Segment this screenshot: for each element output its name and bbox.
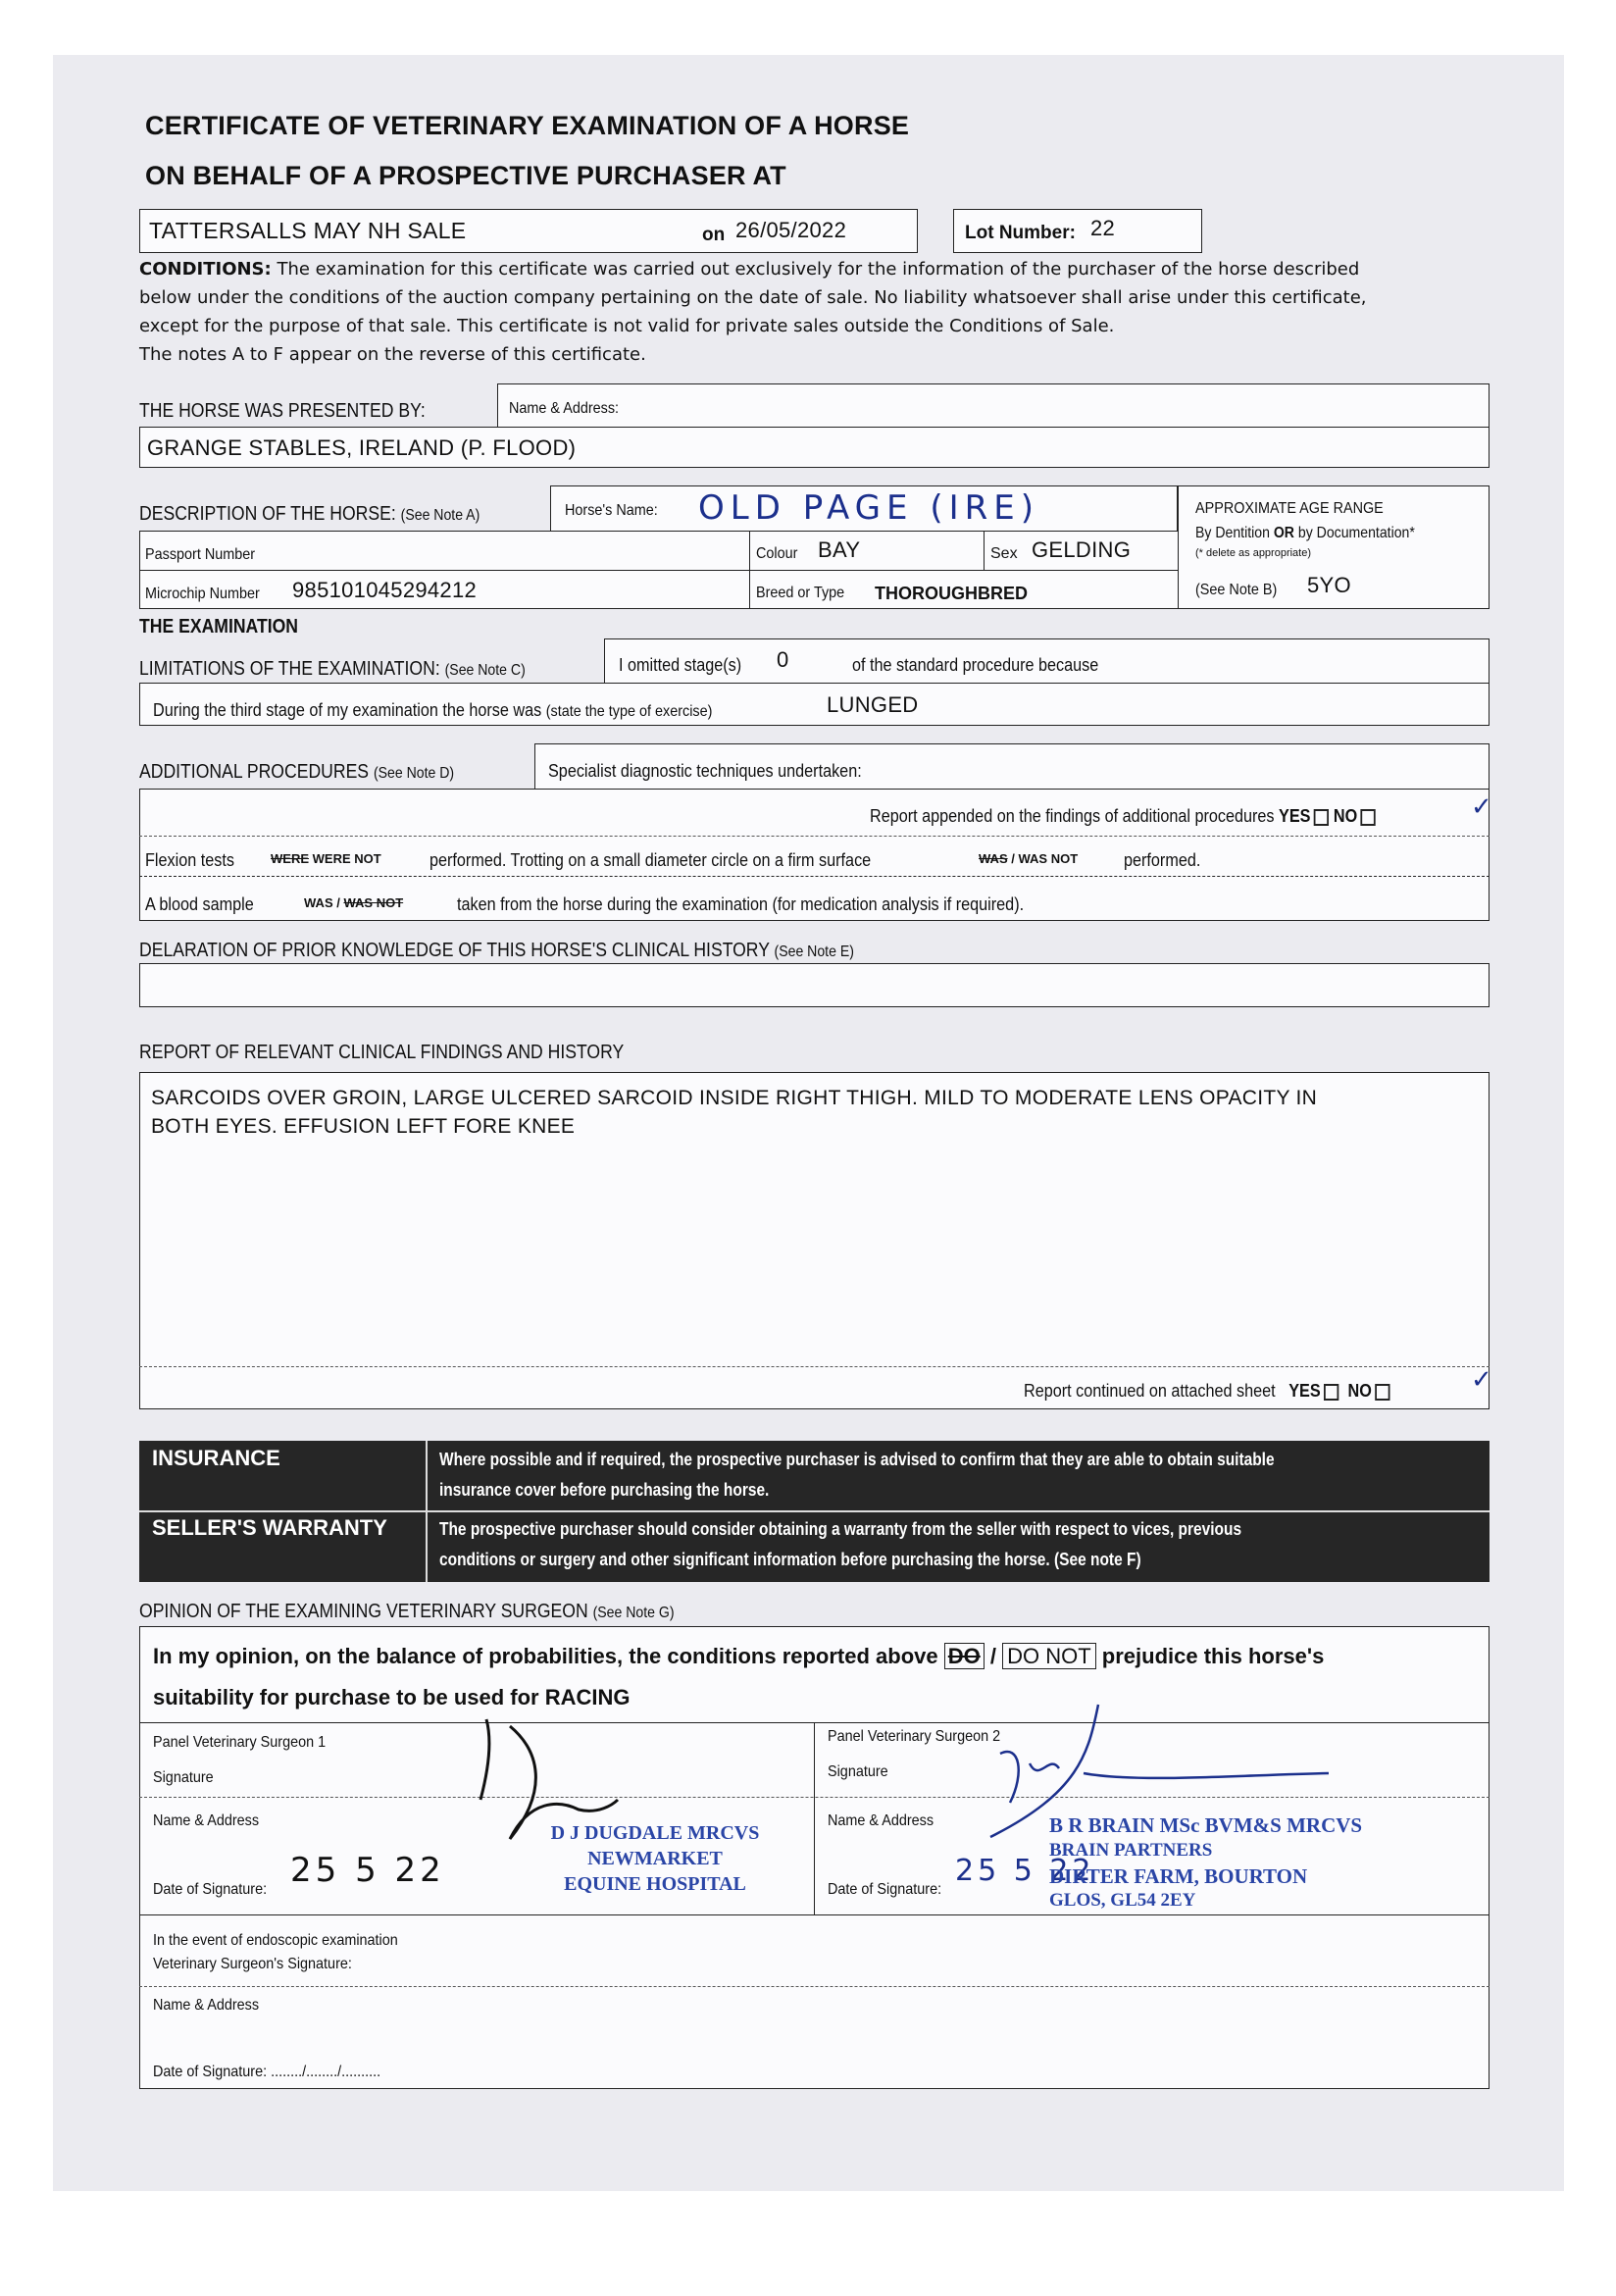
description-note: (See Note A): [400, 507, 480, 524]
surgeon-col-divider: [814, 1722, 815, 1914]
report-line-1: SARCOIDS OVER GROIN, LARGE ULCERED SARCOID INSIDE RIGHT THIGH. MILD TO MODERATE LENS OPACITY IN: [151, 1087, 1318, 1109]
report-appended-no-tick-icon: ✓: [1471, 792, 1492, 822]
horse-name-handwritten: OLD PAGE (IRE): [698, 488, 1039, 528]
third-stage-label-text: During the third stage of my examination the horse was: [153, 700, 542, 720]
colour-label: Colour: [756, 545, 798, 562]
opinion-line-2: suitability for purchase to be used for RACING: [153, 1685, 631, 1709]
surgeon2-stamp-line-4: GLOS, GL54 2EY: [1049, 1890, 1196, 1911]
age-method: [1195, 525, 1415, 542]
sale-on-label: on: [702, 225, 726, 245]
report-appended-no-checkbox[interactable]: [1361, 809, 1376, 826]
opinion-label: [139, 1601, 675, 1623]
warranty-line-2: conditions or surgery and other significant information before purchasing the horse. (See note F): [439, 1550, 1141, 1569]
opinion-text-suffix: prejudice this horse's: [1101, 1644, 1325, 1668]
surgeon2-stamp-line-2: BRAIN PARTNERS: [1049, 1840, 1213, 1861]
warranty-line-1: The prospective purchaser should consider obtaining a warranty from the seller with respect to vices, previous: [439, 1519, 1242, 1539]
report-continued-no-tick-icon: ✓: [1471, 1365, 1492, 1395]
microchip-value: 985101045294212: [292, 578, 478, 602]
surgeon1-name-label: Name & Address: [153, 1812, 260, 1829]
report-appended-yes: YES: [1279, 806, 1311, 826]
opinion-do-not-selected: DO NOT: [1002, 1643, 1096, 1669]
band-row-divider: [139, 1510, 1490, 1512]
endoscopic-name-label: Name & Address: [153, 1997, 260, 2014]
report-continued-text: Report continued on attached sheet: [1024, 1381, 1276, 1401]
surgeon2-stamp-line-3: DIRTER FARM, BOURTON: [1049, 1864, 1308, 1888]
report-continued-no-checkbox[interactable]: [1375, 1384, 1389, 1401]
trot-was-not: WAS NOT: [1018, 851, 1079, 866]
report-line-2: BOTH EYES. EFFUSION LEFT FORE KNEE: [151, 1115, 576, 1138]
surgeon2-title: Panel Veterinary Surgeon 2: [828, 1728, 1001, 1745]
blood-was-not-struck: WAS NOT: [343, 895, 404, 910]
lot-label: Lot Number:: [965, 223, 1076, 243]
surgeon1-stamp-line-1: D J DUGDALE MRCVS: [550, 1822, 760, 1844]
report-continued-no: NO: [1347, 1381, 1372, 1401]
conditions-line-1: The examination for this certificate was carried out exclusively for the information of the purchaser of the horse described: [277, 259, 1360, 280]
blood-label: A blood sample: [145, 894, 254, 914]
conditions-line-4: The notes A to F appear on the reverse of this certificate.: [139, 344, 646, 365]
insurance-line-2: insurance cover before purchasing the horse.: [439, 1480, 770, 1500]
surgeon1-date-label: Date of Signature:: [153, 1881, 268, 1898]
blood-options: WAS / WAS NOT: [304, 895, 404, 910]
desc-divider: [139, 570, 1178, 571]
age-or: OR: [1273, 525, 1294, 541]
desc-col-divider: [749, 531, 750, 609]
age-value: 5YO: [1307, 573, 1351, 597]
additional-label-text: ADDITIONAL PROCEDURES: [139, 761, 370, 783]
surgeon1-signature-label: Signature: [153, 1769, 214, 1786]
omitted-label: I omitted stage(s): [619, 655, 742, 675]
declaration-label: [139, 940, 854, 962]
opinion-label-text: OPINION OF THE EXAMINING VETERINARY SURGEON: [139, 1601, 588, 1622]
report-continued-yes: YES: [1288, 1381, 1321, 1401]
surgeon2-stamp: [1049, 1811, 1362, 1911]
insurance-text: [439, 1445, 1275, 1505]
surgeon1-date-value: 25 5 22: [290, 1851, 445, 1890]
desc-sex-divider: [984, 531, 985, 570]
horse-name-label: Horse's Name:: [565, 502, 658, 519]
sale-date: 26/05/2022: [735, 218, 847, 242]
surgeon1-stamp: [537, 1820, 773, 1897]
surgeon2-stamp-line-1: B R BRAIN MSc BVM&S MRCVS: [1049, 1813, 1363, 1837]
warranty-label: SELLER'S WARRANTY: [152, 1515, 387, 1540]
surgeon2-date-value: 25 5 22: [955, 1854, 1095, 1888]
endoscopic-date-label: Date of Signature: ......../......../..........: [153, 2064, 381, 2080]
trot-performed: performed.: [1124, 850, 1201, 870]
flexion-were-struck: WERE: [271, 851, 309, 866]
surgeon1-stamp-line-2: NEWMARKET: [587, 1848, 723, 1869]
opinion-note: (See Note G): [592, 1605, 675, 1621]
description-label: [139, 503, 480, 526]
additional-note: (See Note D): [373, 765, 455, 782]
passport-label: Passport Number: [145, 546, 256, 563]
flexion-label: Flexion tests: [145, 850, 234, 870]
endoscopic-line-1: In the event of endoscopic examination: [153, 1932, 398, 1949]
surgeon2-date-label: Date of Signature:: [828, 1881, 942, 1898]
declaration-label-text: DELARATION OF PRIOR KNOWLEDGE OF THIS HORSE'S CLINICAL HISTORY: [139, 940, 770, 961]
conditions-text: [139, 255, 1492, 369]
presented-name-box: [497, 383, 1490, 427]
breed-label: Breed or Type: [756, 585, 845, 601]
report-divider: [139, 1366, 1490, 1367]
presented-name-label: Name & Address:: [509, 400, 620, 417]
conditions-line-2: below under the conditions of the auction company pertaining on the date of sale. No liability whatsoever shall arise under this certificate,: [139, 287, 1367, 308]
description-label-text: DESCRIPTION OF THE HORSE:: [139, 503, 396, 525]
surgeon1-title: Panel Veterinary Surgeon 1: [153, 1734, 327, 1751]
report-continued-yes-checkbox[interactable]: [1324, 1384, 1338, 1401]
title-line-1: CERTIFICATE OF VETERINARY EXAMINATION OF A HORSE: [145, 111, 910, 140]
limitations-label-text: LIMITATIONS OF THE EXAMINATION:: [139, 658, 440, 680]
microchip-label: Microchip Number: [145, 586, 260, 602]
additional-divider-2: [139, 876, 1490, 877]
additional-divider-1: [139, 836, 1490, 837]
presented-label: THE HORSE WAS PRESENTED BY:: [139, 400, 426, 422]
warranty-text: [439, 1514, 1241, 1575]
age-delete-note: (* delete as appropriate): [1195, 547, 1312, 559]
age-by-suffix: by Documentation*: [1297, 525, 1415, 541]
opinion-line-1: In my opinion, on the balance of probabilities, the conditions reported above DO / DO NOT prejudice this horse's: [153, 1644, 1325, 1668]
endoscopic-divider: [139, 1986, 1490, 1987]
lot-number: 22: [1090, 216, 1116, 240]
omitted-value: 0: [777, 647, 789, 672]
surgeon2-name-label: Name & Address: [828, 1812, 934, 1829]
breed-value: THOROUGHBRED: [875, 584, 1028, 603]
sex-label: Sex: [990, 545, 1018, 562]
third-stage-label: [153, 700, 712, 721]
specialist-label: Specialist diagnostic techniques undertaken:: [548, 761, 862, 781]
trot-options: WAS / WAS NOT: [979, 851, 1079, 866]
flexion-options: [271, 851, 381, 866]
report-appended-label: [870, 806, 1376, 827]
surgeon1-stamp-line-3: EQUINE HOSPITAL: [564, 1873, 746, 1895]
colour-value: BAY: [818, 537, 861, 562]
sex-value: GELDING: [1032, 537, 1132, 562]
flexion-performed: performed. Trotting on a small diameter circle on a firm surface: [429, 850, 872, 870]
trot-was-struck: WAS: [979, 851, 1008, 866]
third-stage-value: LUNGED: [827, 692, 919, 717]
age-note: (See Note B): [1195, 582, 1278, 598]
report-appended-yes-checkbox[interactable]: [1314, 809, 1329, 826]
declaration-note: (See Note E): [774, 944, 854, 960]
omitted-suffix: of the standard procedure because: [852, 655, 1099, 675]
title-line-2: ON BEHALF OF A PROSPECTIVE PURCHASER AT: [145, 161, 786, 190]
conditions-label: CONDITIONS:: [139, 259, 272, 280]
surgeon2-signature-label: Signature: [828, 1763, 888, 1780]
limitations-note: (See Note C): [444, 662, 526, 679]
blood-suffix: taken from the horse during the examination (for medication analysis if required).: [457, 894, 1025, 914]
endoscopic-top-divider: [139, 1914, 1490, 1915]
third-stage-note: (state the type of exercise): [545, 703, 713, 720]
insurance-label: INSURANCE: [152, 1446, 280, 1470]
limitations-label: [139, 658, 526, 681]
presented-value: GRANGE STABLES, IRELAND (P. FLOOD): [147, 435, 577, 460]
sale-name: TATTERSALLS MAY NH SALE: [149, 218, 467, 243]
insurance-line-1: Where possible and if required, the prospective purchaser is advised to confirm that they are able to obtain suitable: [439, 1450, 1275, 1469]
endoscopic-line-2: Veterinary Surgeon's Signature:: [153, 1956, 352, 1972]
examination-label: THE EXAMINATION: [139, 616, 298, 638]
opinion-do-struck: DO: [944, 1643, 985, 1669]
age-title: APPROXIMATE AGE RANGE: [1195, 500, 1384, 517]
opinion-text-prefix: In my opinion, on the balance of probabilities, the conditions reported above: [153, 1644, 938, 1668]
flexion-were-not: WERE NOT: [312, 851, 381, 866]
report-appended-text: Report appended on the findings of additional procedures: [870, 806, 1275, 826]
additional-label: [139, 761, 454, 784]
report-label: REPORT OF RELEVANT CLINICAL FINDINGS AND HISTORY: [139, 1042, 625, 1063]
report-appended-no: NO: [1333, 806, 1358, 826]
blood-was: WAS: [304, 895, 333, 910]
declaration-box: [139, 963, 1490, 1007]
report-continued-label: [1024, 1381, 1390, 1402]
conditions-line-3: except for the purpose of that sale. This certificate is not valid for private sales outside the Conditions of Sale.: [139, 316, 1115, 336]
age-by-prefix: By Dentition: [1195, 525, 1270, 541]
